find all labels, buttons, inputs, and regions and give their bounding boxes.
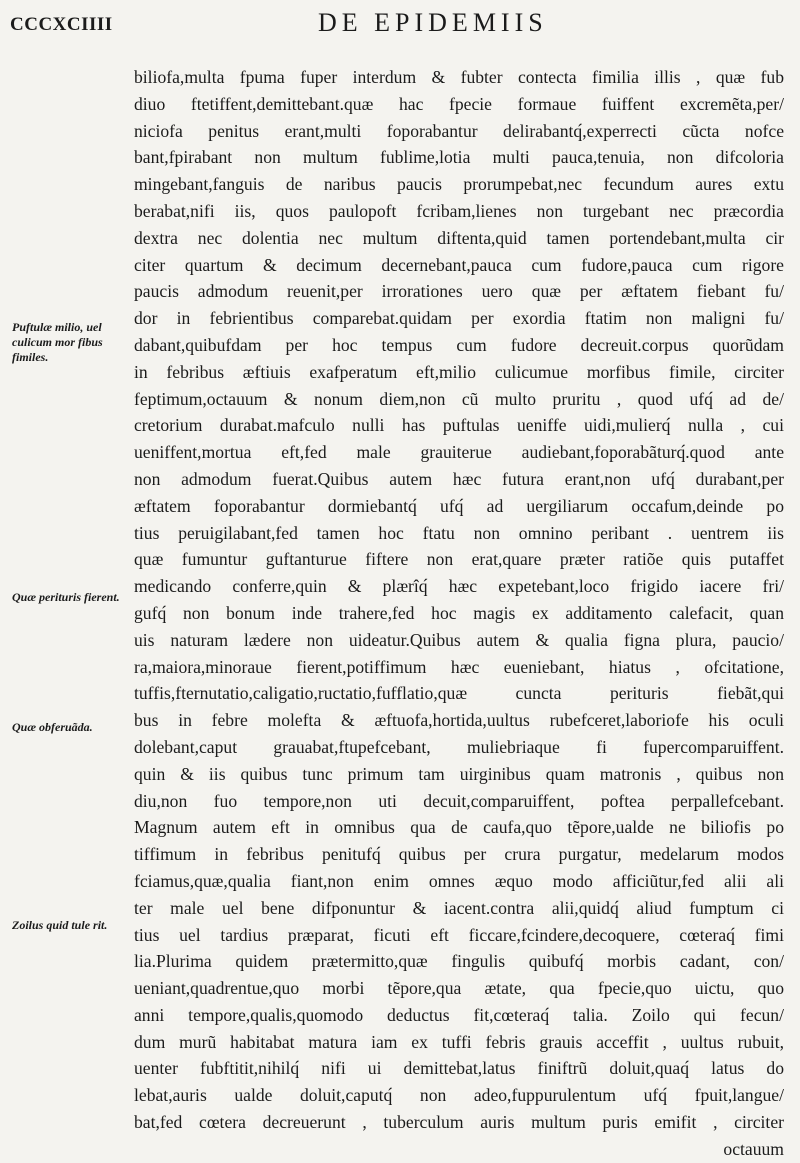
text-line: gufq́ non bonum inde trahere,fed hoc magis ex additamento calefacit, quan (134, 602, 784, 623)
text-line: uenter fubftitit,nihilq́ nifi ui demittebat,latus finiftrũ doluit,quaq́ latus do (134, 1058, 784, 1079)
text-line: biliofa,multa fpuma fuper interdum & fubter contecta fimilia illis , quæ fub (134, 67, 784, 87)
text-line: diu,non fuo tempore,non uti decuit,comparuiffent, poftea perpallefcebant. (134, 790, 784, 811)
text-line: non admodum fuerat.Quibus autem hæc futura erant,non ufq́ durabant,per (134, 468, 784, 489)
text-line: in febribus æftiuis exafperatum eft,milio culicumue morfibus fimile, circiter (134, 361, 784, 382)
text-line: cretorium durabat.mafculo nulli has puftulas ueniffe uidi,mulierq́ nulla , cui (134, 415, 784, 436)
folio-number: CCCXCIIII (10, 14, 113, 35)
text-line: ra,maiora,minoraue fierent,potiffimum hæc eueniebant, hiatus , ofcitatione, (134, 656, 784, 677)
text-line: dabant,quibufdam per hoc tempus cum fudore decreuit.corpus quorũdam (134, 334, 784, 355)
text-line: ter male uel bene difponuntur & iacent.contra alii,quidq́ aliud fumptum ci (134, 897, 784, 918)
text-line: ueniant,quadrentue,quo morbi tẽpore,qua ætate, qua fpecie,quo uictu, quo (134, 978, 784, 999)
text-line: bus in febre molefta & æftuofa,hortida,uultus rubefceret,laboriofe his oculi (134, 710, 784, 731)
text-line: fciamus,quæ,qualia fiant,non enim omnes æquo modo afficiũtur,fed alii ali (134, 870, 784, 891)
text-line: uis naturam lædere non uideatur.Quibus autem & qualia figna plura, paucio/ (134, 629, 784, 650)
text-line: feptimum,octauum & nonum diem,non cũ multo pruritu , quod ufq́ ad de/ (134, 388, 784, 409)
text-line: diuo ftetiffent,demittebant.quæ hac fpecie formaue fuiffent excremẽta,per/ (134, 93, 784, 114)
text-line: tiffimum in febribus penitufq́ quibus per crura purgatur, medelarum modos (134, 844, 784, 865)
text-line: ueniffent,mortua eft,fed male grauiterue audiebant,foporabãturq́.quod ante (134, 442, 784, 463)
text-line: anni tempore,qualis,quomodo deductus fit,cœteraq́ talia. Zoilo qui fecun/ (134, 1004, 784, 1025)
text-line: berabat,nifi iis, quos paulopoft fcribam,lienes non turgebant nec præcordia (134, 200, 784, 221)
running-head: DE EPIDEMIIS (318, 8, 548, 37)
text-line: tius peruigilabant,fed tamen hoc ftatu non omnino peribant . uentrem iis (134, 522, 784, 543)
text-line: niciofa penitus erant,multi foporabantur delirabantq́,experrecti cũcta nofce (134, 120, 784, 141)
marginal-note: Quæ obferuãda. (12, 720, 93, 734)
text-line: bant,fpirabant non multum fublime,lotia multi pauca,tenuia, non difcoloria (134, 147, 784, 168)
bleed-through-mark (36, 68, 108, 82)
text-line: tuffis,fternutatio,caligatio,ructatio,fufflatio,quæ cuncta perituris fiebãt,qui (134, 683, 784, 704)
text-line: citer quartum & decimum decernebant,pauca cum fudore,pauca cum rigore (134, 254, 784, 275)
marginal-note: Zoilus quid tule rit. (12, 918, 108, 932)
text-line: quin & iis quibus tunc primum tam uirginibus quam matronis , quibus non (134, 763, 784, 784)
text-line: dor in febrientibus comparebat.quidam per exordia ftatim non maligni fu/ (134, 308, 784, 329)
text-line: æftatem foporabantur dormiebantq́ ufq́ ad uergiliarum occafum,deinde po (134, 495, 784, 516)
text-line: dextra nec dolentia nec multum diftenta,quid tamen portendebant,multa cir (134, 227, 784, 248)
text-line: lia.Plurima quidem prætermitto,quæ fingulis quibufq́ morbis cadant, con/ (134, 951, 784, 972)
text-line: mingebant,fanguis de naribus paucis prorumpebat,nec fecundum aures extu (134, 174, 784, 195)
catchword: octauum (723, 1138, 784, 1159)
marginal-note: Quæ perituris fierent. (12, 590, 120, 604)
text-line: lebat,auris ualde doluit,caputq́ non adeo,fuppurulentum ufq́ fpuit,langue/ (134, 1085, 784, 1106)
text-line: dolebant,caput grauabat,ftupefcebant, muliebriaque fi fupercomparuiffent. (134, 736, 784, 757)
body-text (134, 64, 784, 1163)
text-line: paucis admodum reuenit,per irrorationes uero quæ per æftatem fiebant fu/ (134, 281, 784, 302)
marginal-note: Puftulæ milio, uel culicum mor fibus fimiles. (12, 320, 103, 364)
text-line: dum murũ habitabat matura iam ex tuffi febris grauis acceffit , uultus rubuit, (134, 1031, 784, 1052)
text-line: bat,fed cœtera decreuerunt , tuberculum auris multum puris emifit , circiter (134, 1112, 784, 1133)
text-line: Magnum autem eft in omnibus qua de caufa,quo tẽpore,ualde ne biliofis po (134, 817, 784, 838)
text-line: tius uel tardius præparat, ficuti eft ficcare,fcindere,decoquere, cœteraq́ fimi (134, 924, 784, 945)
text-line: medicando conferre,quin & plærîq́ hæc expetebant,loco frigido iacere fri/ (134, 576, 784, 597)
text-line: quæ fumuntur guftanturue fiftere non erat,quare præter ratiõe quis putaffet (134, 549, 784, 570)
